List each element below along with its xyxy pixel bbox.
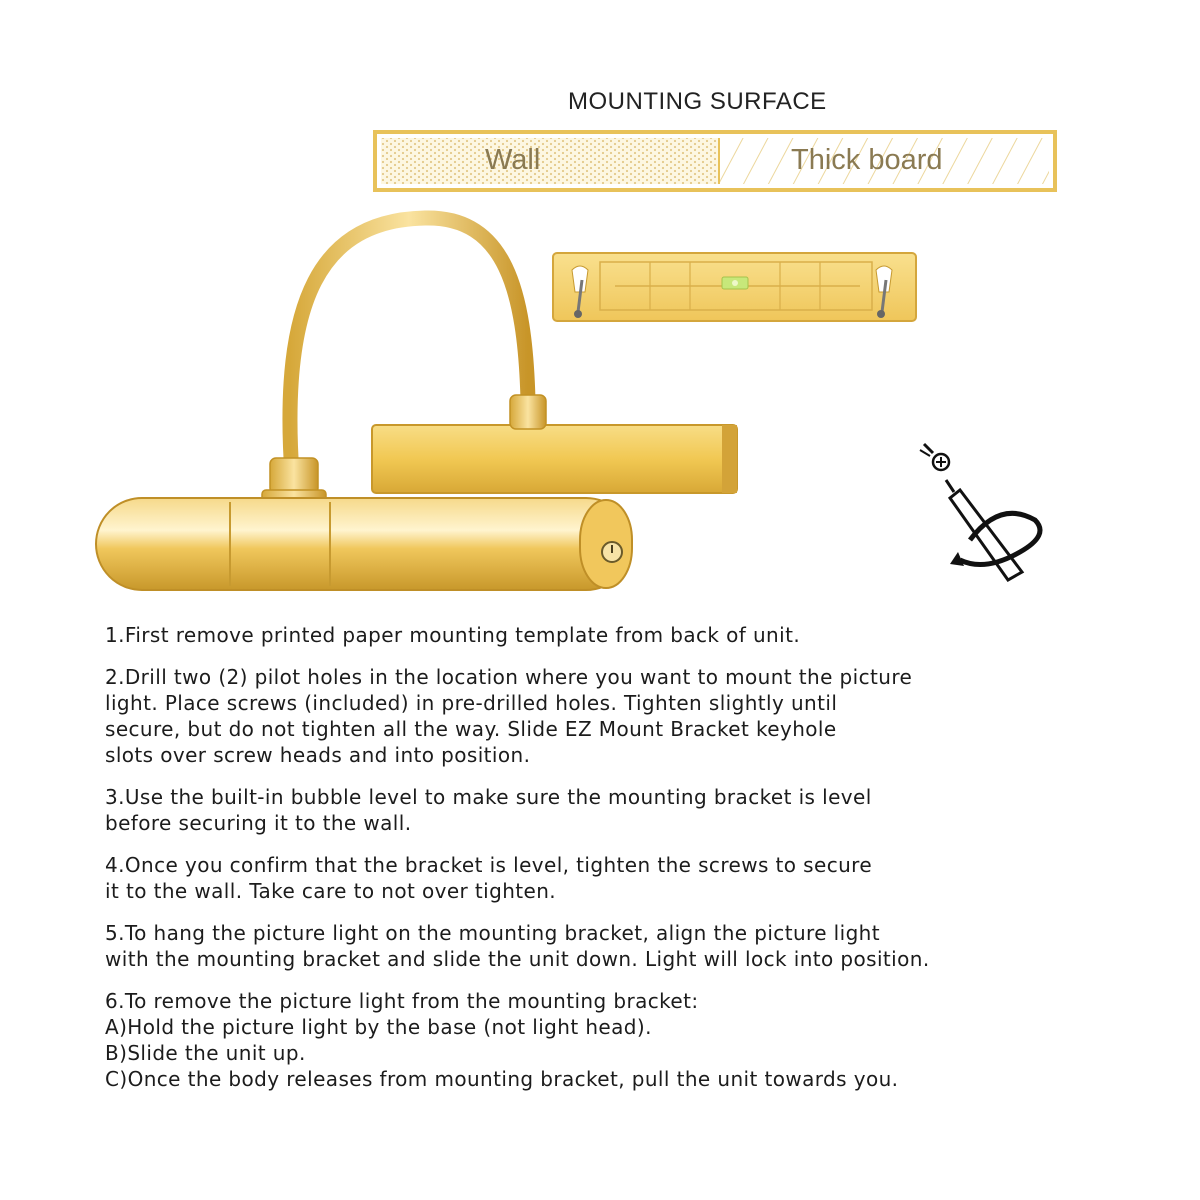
instruction-step (105, 784, 1115, 836)
step-line: 4.Once you confirm that the bracket is level, tighten the screws to secure (105, 853, 873, 877)
mounting-surface-diagram (373, 130, 1057, 192)
screw-icon (920, 444, 949, 470)
step-line: light. Place screws (included) in pre-drilled holes. Tighten slightly until (105, 691, 838, 715)
wall-label: Wall (485, 144, 541, 176)
screwdriver-rotate-icon (946, 480, 1040, 580)
step-line: secure, but do not tighten all the way. Slide EZ Mount Bracket keyhole (105, 717, 837, 741)
step-line: before securing it to the wall. (105, 811, 412, 835)
installation-instructions (105, 622, 1115, 1108)
thick-board-label: Thick board (791, 144, 943, 176)
step-line: slots over screw heads and into position. (105, 743, 531, 767)
step-line: 3.Use the built-in bubble level to make sure the mounting bracket is level (105, 785, 872, 809)
step-line: 5.To hang the picture light on the mounting bracket, align the picture light (105, 921, 880, 945)
step-line: 1.First remove printed paper mounting template from back of unit. (105, 623, 801, 647)
step-line: A)Hold the picture light by the base (not light head). (105, 1015, 652, 1039)
step-line: it to the wall. Take care to not over tighten. (105, 879, 557, 903)
instruction-step (105, 852, 1115, 904)
step-line: B)Slide the unit up. (105, 1041, 306, 1065)
instruction-step (105, 920, 1115, 972)
instruction-step (105, 664, 1115, 768)
bubble-level-icon (722, 277, 748, 289)
mounting-surface-title: MOUNTING SURFACE (568, 88, 827, 115)
step-line: 6.To remove the picture light from the mounting bracket: (105, 989, 699, 1013)
step-line: with the mounting bracket and slide the unit down. Light will lock into position. (105, 947, 930, 971)
mounting-surface-graphic (373, 130, 1057, 192)
step-line: 2.Drill two (2) pilot holes in the location where you want to mount the picture (105, 665, 913, 689)
instruction-step (105, 988, 1115, 1092)
light-head-tube (96, 498, 632, 590)
instruction-step (105, 622, 1115, 648)
picture-light-drawing (0, 200, 1200, 620)
power-button-icon (602, 542, 622, 562)
mounting-bracket (553, 253, 916, 321)
step-line: C)Once the body releases from mounting bracket, pull the unit towards you. (105, 1067, 899, 1091)
picture-light-illustration (0, 200, 1200, 620)
mounting-base (372, 395, 737, 493)
